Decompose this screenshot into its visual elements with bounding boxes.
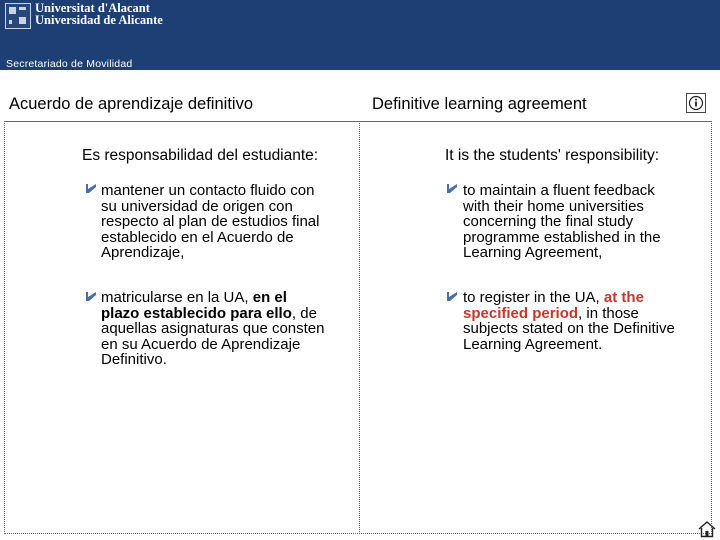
english-item-2-line: Learning Agreement.: [463, 335, 603, 353]
english-lead: It is the students' responsibility:: [445, 147, 660, 164]
english-item-1-line: concerning the final study: [463, 213, 634, 230]
english-item-2-post: , in those: [578, 304, 639, 322]
header-banner: [0, 0, 720, 70]
english-item-1-line: to maintain a fluent feedback: [463, 182, 655, 199]
spanish-item-2-line: aquellas asignaturas que consten: [101, 320, 325, 337]
spanish-item-2-line: en su Acuerdo de Aprendizaje: [101, 335, 301, 353]
spanish-item-2-line: Definitivo.: [101, 351, 167, 368]
english-item-2: [463, 290, 675, 352]
spanish-item-1-line: su universidad de origen con: [101, 197, 293, 215]
university-name-spanish: Universidad de Alicante: [35, 13, 163, 27]
bullet-icon: [85, 290, 97, 302]
spanish-item-2-bold2: plazo establecido para ello: [101, 304, 292, 322]
spanish-lead: Es responsabilidad del estudiante:: [82, 147, 319, 164]
university-name-valencian: Universitat d'Alacant: [35, 1, 150, 15]
spanish-item-1-line: respecto al plan de estudios final: [101, 213, 320, 230]
title-spanish: Acuerdo de aprendizaje definitivo: [9, 95, 253, 113]
english-item-1-line: with their home universities: [463, 197, 644, 215]
spanish-item-1-line: establecido en el Acuerdo de: [101, 228, 294, 246]
english-item-2-bold2: specified period: [463, 304, 579, 322]
spanish-item-2-pre: matricularse en la UA,: [101, 289, 249, 306]
spanish-item-2-bold1: en el: [252, 289, 287, 306]
english-item-2-pre: to register in the UA,: [463, 289, 600, 306]
info-icon[interactable]: [686, 93, 706, 113]
spanish-item-2-post: , de: [291, 304, 317, 322]
bullet-icon: [85, 182, 97, 194]
english-item-1-line: Learning Agreement,: [463, 244, 603, 261]
english-item-2-bold1: at the: [603, 289, 644, 306]
home-icon[interactable]: [697, 520, 717, 538]
spanish-item-1-line: Aprendizaje,: [101, 244, 185, 261]
bullet-icon: [446, 290, 458, 302]
spanish-item-2: [101, 290, 325, 368]
column-divider: [359, 121, 360, 534]
spanish-item-1: [101, 183, 319, 261]
department-name: Secretariado de Movilidad: [6, 58, 133, 70]
bullet-icon: [446, 182, 458, 194]
english-item-2-line: subjects stated on the Definitive: [463, 320, 675, 337]
english-item-1-line: programme established in the: [463, 228, 661, 246]
university-logo-icon: [5, 3, 31, 29]
title-english: Definitive learning agreement: [372, 95, 587, 113]
english-item-1: [463, 183, 661, 261]
spanish-item-1-line: mantener un contacto fluido con: [101, 182, 315, 199]
